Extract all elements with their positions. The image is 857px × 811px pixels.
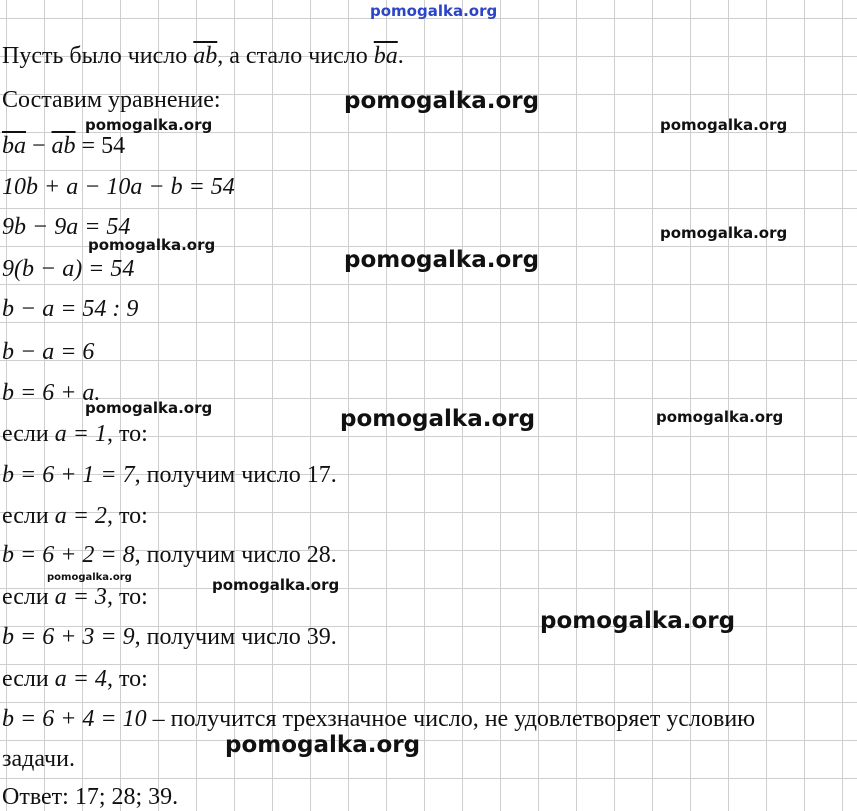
- equation-line: b − a = 6: [2, 339, 95, 365]
- equation-line: 9(b − a) = 54: [2, 256, 135, 282]
- result-math: b = 6 + 2 = 8: [2, 542, 135, 568]
- equation-line: b − a = 54 : 9: [2, 296, 139, 322]
- case-line: [2, 665, 148, 693]
- case-math: a = 3: [54, 584, 107, 610]
- result-math: b = 6 + 4 = 10: [2, 706, 147, 732]
- watermark: pomogalka.org: [340, 406, 536, 432]
- equation-heading: Составим уравнение:: [2, 87, 221, 113]
- result-text: – получится трехзначное число, не удовлетворяет условию: [146, 706, 756, 732]
- result-line: [2, 705, 755, 733]
- watermark-top: pomogalka.org: [370, 2, 498, 20]
- case-line: [2, 420, 148, 448]
- result-line: [2, 461, 337, 489]
- operator: −: [26, 133, 52, 159]
- equation-rest: = 54: [75, 133, 126, 159]
- result-math: b = 6 + 3 = 9: [2, 624, 135, 650]
- watermark: pomogalka.org: [47, 572, 132, 583]
- equation-line: 10b + a − 10a − b = 54: [2, 174, 235, 200]
- case-math: a = 2: [54, 503, 107, 529]
- equation-line: [2, 132, 125, 160]
- watermark: pomogalka.org: [660, 116, 788, 134]
- case-text: если: [2, 421, 55, 447]
- result-line: [2, 541, 337, 569]
- watermark: pomogalka.org: [85, 399, 213, 417]
- watermark: pomogalka.org: [540, 608, 736, 634]
- intro-text: .: [397, 43, 404, 69]
- intro-text: , а стало число: [217, 43, 374, 69]
- result-text: , получим число 17.: [134, 462, 337, 488]
- case-text: если: [2, 584, 55, 610]
- case-text: если: [2, 666, 55, 692]
- equation-line: b = 6 + a.: [2, 380, 101, 406]
- number-ba: $\overline{ba}$: [2, 133, 26, 159]
- watermark: pomogalka.org: [344, 247, 540, 273]
- case-line: [2, 502, 148, 530]
- case-line: [2, 583, 148, 611]
- case-math: a = 4: [54, 666, 107, 692]
- case-text: , то:: [106, 503, 148, 529]
- watermark: pomogalka.org: [225, 732, 421, 758]
- result-math: b = 6 + 1 = 7: [2, 462, 135, 488]
- watermark: pomogalka.org: [344, 88, 540, 114]
- watermark: pomogalka.org: [660, 224, 788, 242]
- watermark: pomogalka.org: [212, 576, 340, 594]
- case-text: , то:: [106, 666, 148, 692]
- case-text: , то:: [106, 584, 148, 610]
- case-math: a = 1: [54, 421, 107, 447]
- result-line: [2, 623, 337, 651]
- number-ab: $\overline{ab}$: [51, 133, 76, 159]
- result-text: , получим число 39.: [134, 624, 337, 650]
- number-ba: $\overline{ba}$: [373, 43, 398, 69]
- answer-line: Ответ: 17; 28; 39.: [2, 784, 179, 810]
- number-ab: $\overline{ab}$: [193, 43, 218, 69]
- watermark: pomogalka.org: [656, 408, 784, 426]
- result-text: , получим число 28.: [134, 542, 337, 568]
- intro-text: Пусть было число: [2, 43, 194, 69]
- case-text: , то:: [106, 421, 148, 447]
- equation-line: 9b − 9a = 54: [2, 214, 131, 240]
- watermark: pomogalka.org: [85, 116, 213, 134]
- watermark: pomogalka.org: [88, 236, 216, 254]
- result-line-continuation: задачи.: [2, 746, 75, 772]
- intro-line: [2, 42, 404, 70]
- case-text: если: [2, 503, 55, 529]
